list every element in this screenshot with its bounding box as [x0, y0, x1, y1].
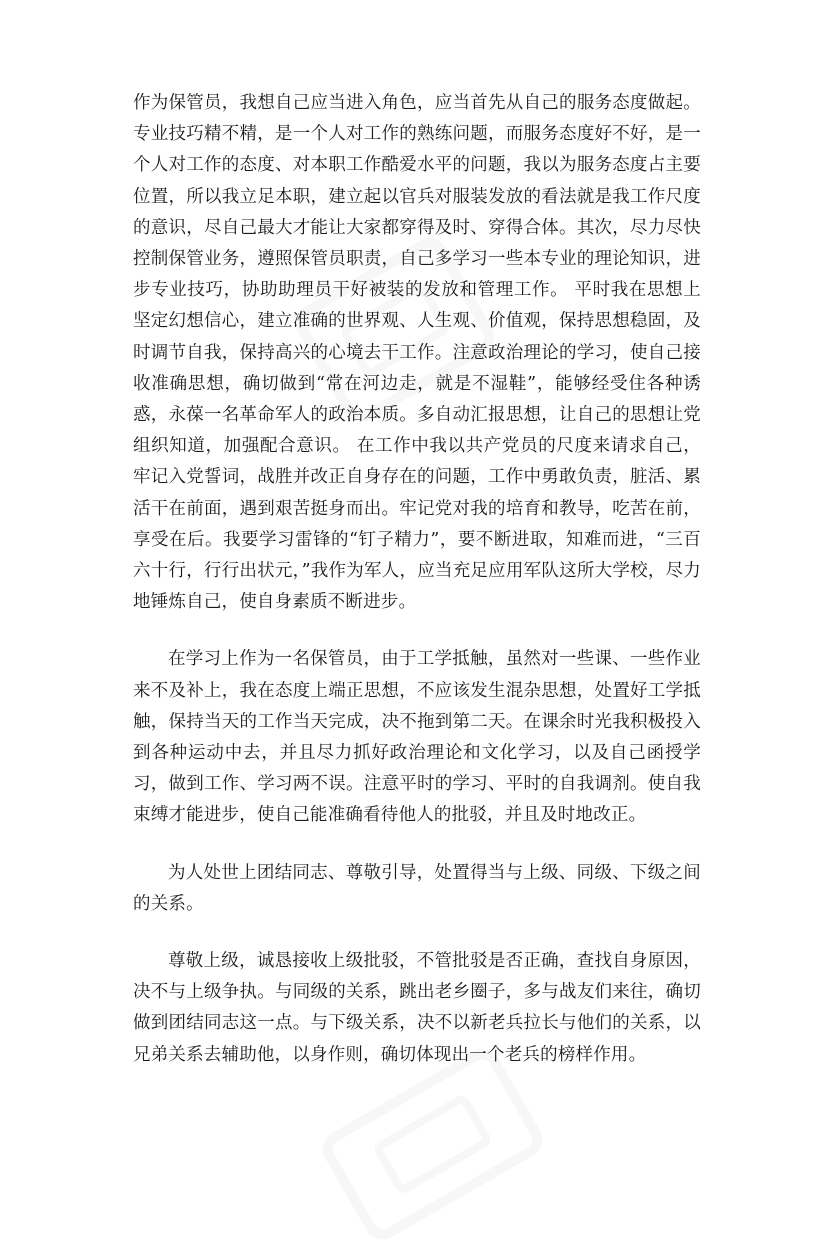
paragraph-3: 为人处世上团结同志、尊敬引导，处置得当与上级、同级、下级之间的关系。	[133, 862, 701, 914]
paragraph-4: 尊敬上级，诚恳接收上级批驳，不管批驳是否正确，查找自身原因，决不与上级争执。与同级的关系，跳出老乡圈子，多与战友们来往，确切做到团结同志这一点。与下级关系，决不以新老兵拉长与他们的关系，以兄弟关系去辅助他，以身作则，确切体现出一个老兵的榜样作用。	[133, 951, 701, 1065]
paragraph-1: 作为保管员，我想自己应当进入角色，应当首先从自己的服务态度做起。专业技巧精不精，是一个人对工作的熟练问题，而服务态度好不好，是一个人对工作的态度、对本职工作酷爱水平的问题，我以为服务态度占主要位置，所以我立足本职，建立起以官兵对服装发放的看法就是我工作尺度的意识，尽自己最大才能让大家都穿得及时、穿得合体。其次，尽力尽快控制保管业务，遵照保管员职责，自己多学习一些本专业的理论知识，进步专业技巧，协助助理员干好被装的发放和管理工作。 平时我在思想上坚定幻想信心，建立准确的世界观、人生观、价值观，保持思想稳固，及时调节自我，保持高兴的心境去干工作。注意政治理论的学习，使自己接收准确思想，确切做到“常在河边走，就是不湿鞋”，能够经受住各种诱惑，永葆一名革命军人的政治本质。多自动汇报思想，让自己的思想让党组织知道，加强配合意识。 在工作中我以共产党员的尺度来请求自己，牢记入党誓词，战胜并改正自身存在的问题，工作中勇敢负责，脏活、累活干在前面，遇到艰苦挺身而出。牢记党对我的培育和教导，吃苦在前，享受在后。我要学习雷锋的“钉子精力”，要不断进取，知难而进，“三百六十行，行行出状元，”我作为军人，应当充足应用军队这所大学校，尽力地锤炼自己，使自身素质不断进步。	[133, 93, 701, 613]
document-body	[133, 88, 701, 1097]
paragraph-2: 在学习上作为一名保管员，由于工学抵触，虽然对一些课、一些作业来不及补上，我在态度上端正思想，不应该发生混杂思想，处置好工学抵触，保持当天的工作当天完成，决不拖到第二天。在课余时光我积极投入到各种运动中去，并且尽力抓好政治理论和文化学习，以及自己函授学习，做到工作、学习两不误。注意平时的学习、平时的自我调剂。使自我束缚才能进步，使自己能准确看待他人的批驳，并且及时地改正。	[133, 649, 701, 826]
